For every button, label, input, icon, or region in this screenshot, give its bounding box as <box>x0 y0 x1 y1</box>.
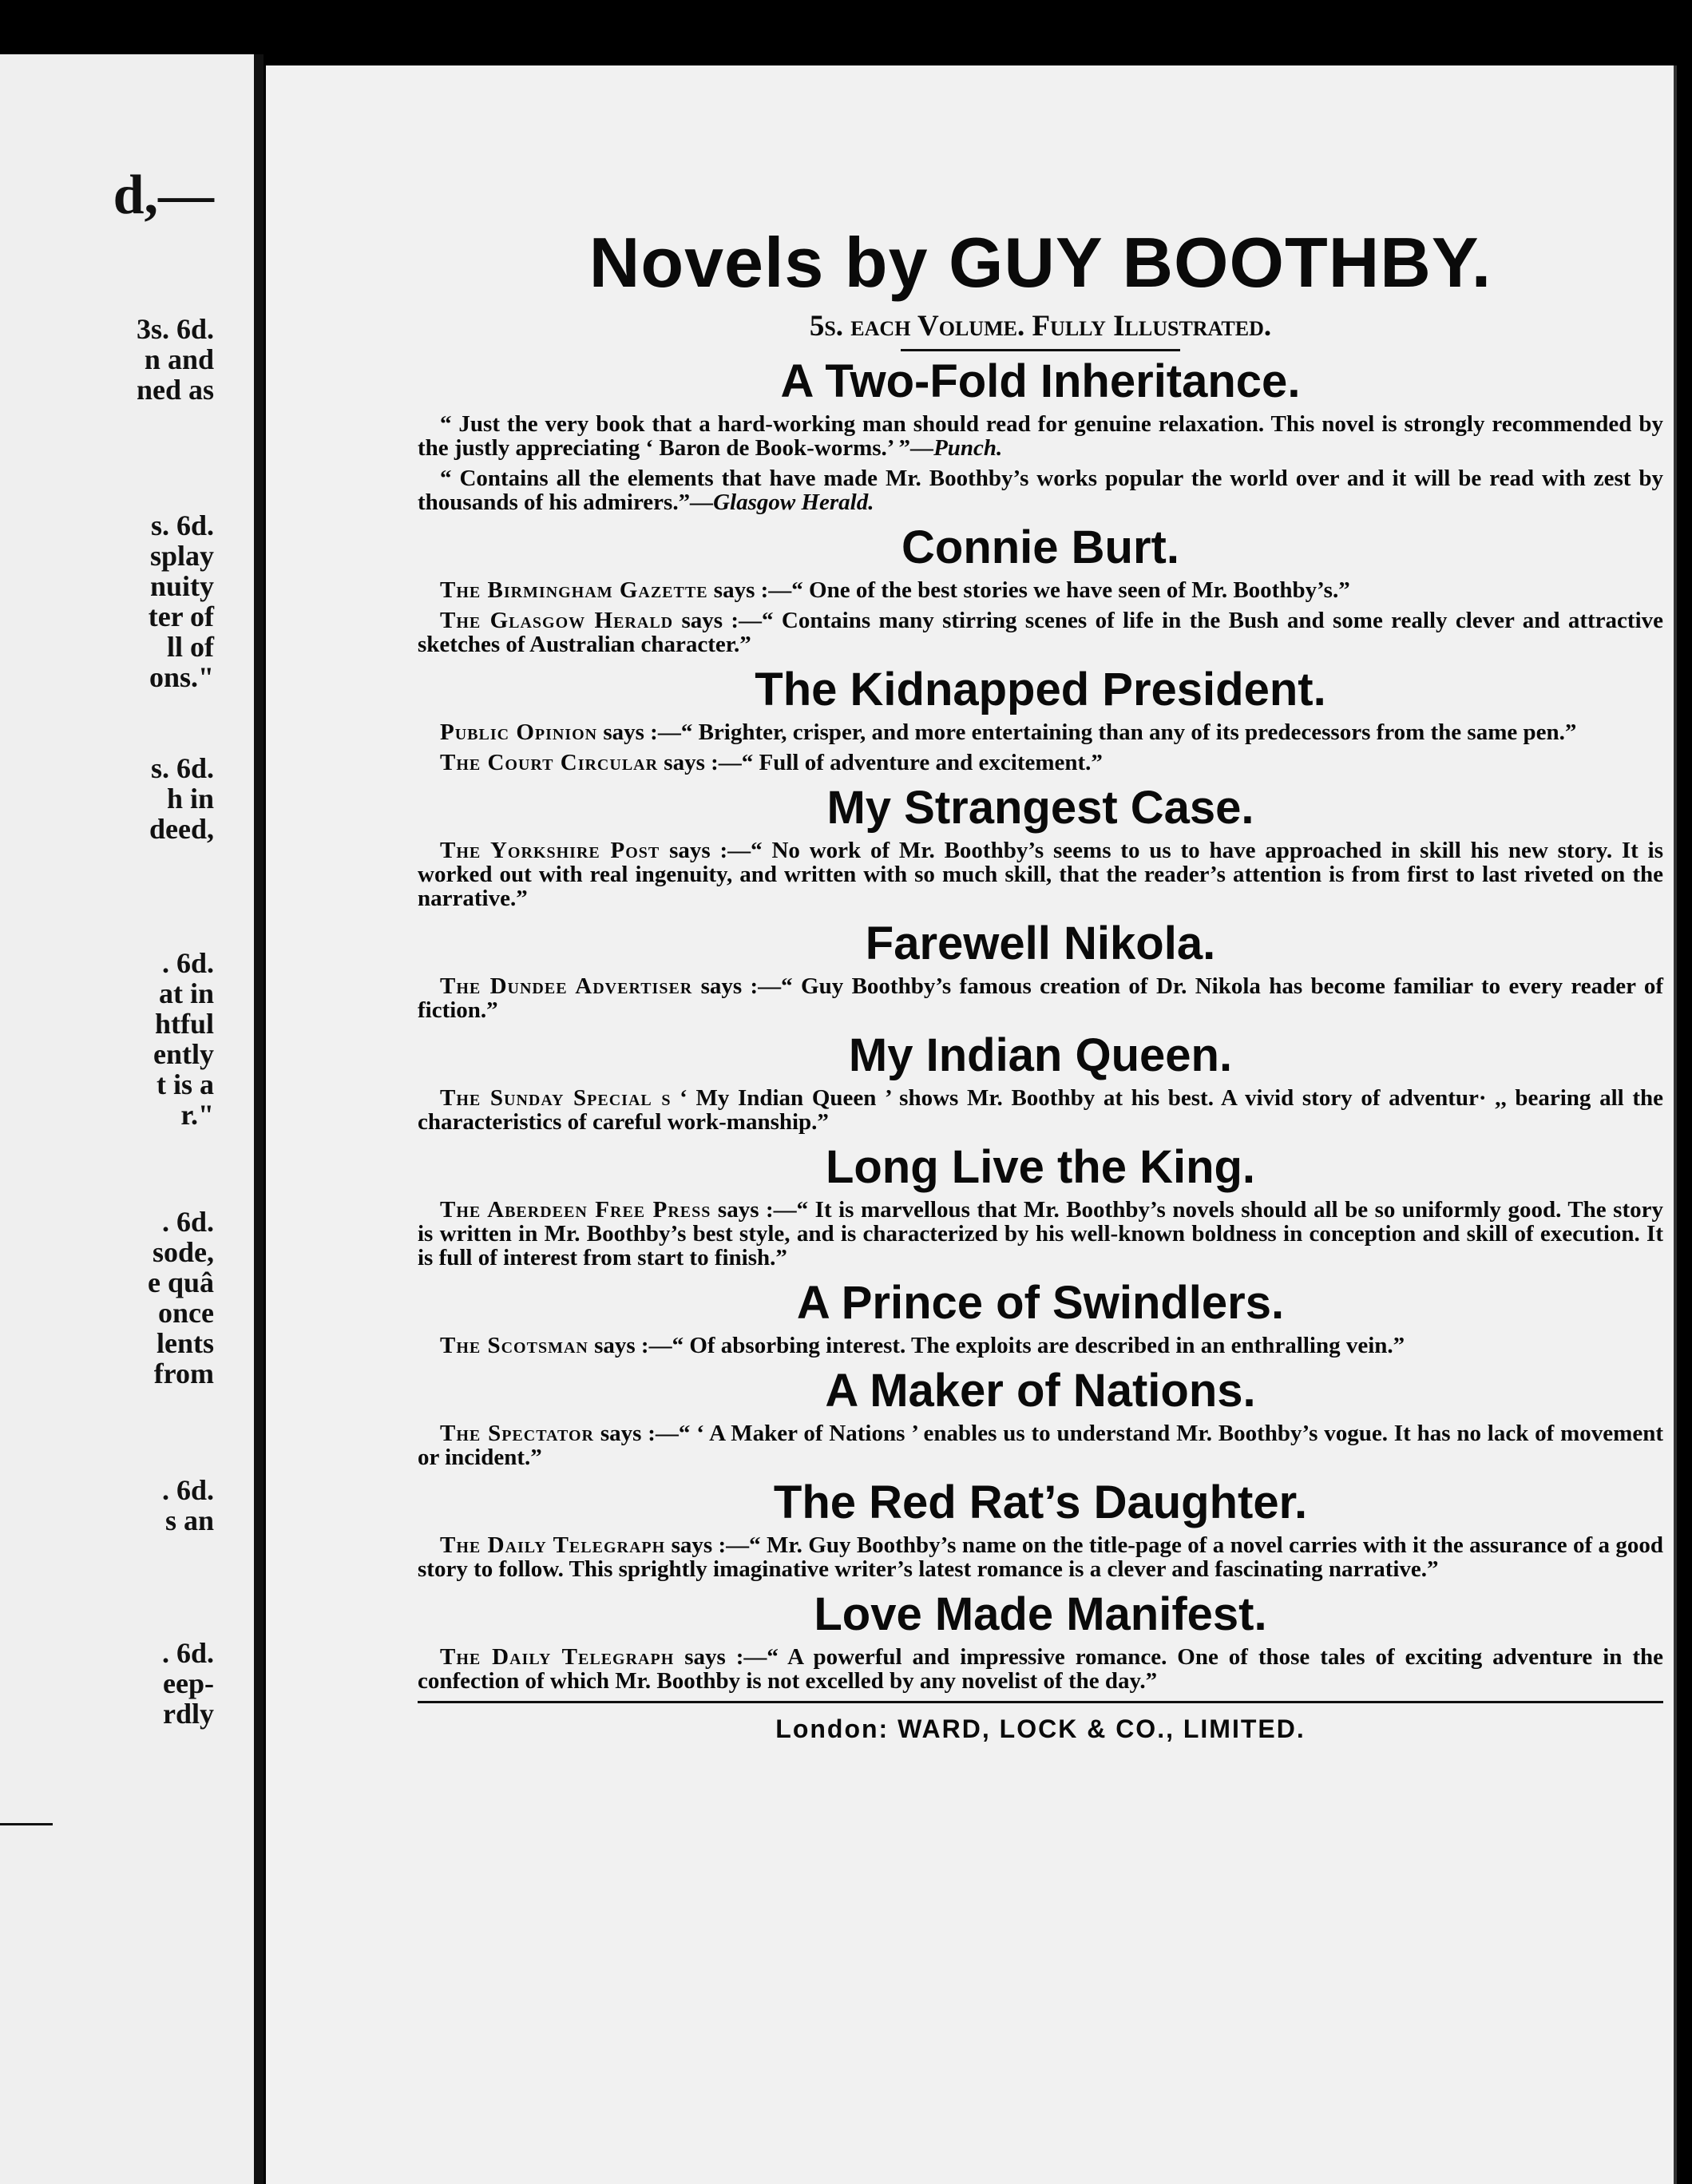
novel-entry <box>418 521 1663 656</box>
left-page <box>0 54 260 2184</box>
review-source: The Glasgow Herald <box>440 608 674 633</box>
review-quote <box>418 412 1663 460</box>
footer-rule <box>418 1701 1663 1703</box>
review-quote <box>418 1198 1663 1270</box>
novel-title: The Red Rat’s Daughter. <box>773 1476 1308 1528</box>
publisher-imprint: London: WARD, LOCK & CO., LIMITED. <box>775 1714 1306 1743</box>
novel-entry <box>418 1476 1663 1581</box>
left-page-fragment: eep- <box>163 1667 214 1699</box>
page-gutter <box>254 54 264 2184</box>
review-quote <box>418 1421 1663 1469</box>
review-quote <box>418 1334 1663 1358</box>
novel-title: A Two-Fold Inheritance. <box>780 355 1301 407</box>
novel-title: Farewell Nikola. <box>865 918 1216 969</box>
left-page-fragment: ently <box>153 1038 214 1070</box>
review-text: says :—“ One of the best stories we have seen of Mr. Boothby’s.” <box>707 577 1350 603</box>
review-text: says :—“ Contains many stirring scenes of life in the Bush and some really clever and attractive sketches of Australian character.” <box>418 608 1664 657</box>
review-quote <box>418 720 1663 744</box>
left-page-fragment: rdly <box>162 1698 214 1730</box>
left-page-fragment: e quâ <box>147 1266 214 1298</box>
novel-title: My Strangest Case. <box>826 782 1254 834</box>
review-source: The Yorkshire Post <box>440 838 660 863</box>
review-text: says :—“ No work of Mr. Boothby’s seems to us to have approached in skill his new story. It is worked out with real ingenuity, and written with so much skill, that the reader’s attention is from first to last riveted on the narrative.” <box>418 838 1663 911</box>
left-page-fragment: h in <box>166 783 214 815</box>
left-page-fragment: deed, <box>149 813 214 845</box>
review-text: says :—“ ‘ A Maker of Nations ’ enables us to understand Mr. Boothby’s vogue. It has no lack of movement or incident.” <box>418 1421 1663 1470</box>
review-quote <box>418 974 1663 1022</box>
title-rule <box>901 349 1180 351</box>
novel-list <box>418 355 1663 1693</box>
novel-title: My Indian Queen. <box>848 1029 1233 1081</box>
review-quote <box>418 838 1663 910</box>
left-page-fragment: r." <box>180 1099 214 1131</box>
novel-entry <box>418 917 1663 1022</box>
novel-entry <box>418 781 1663 910</box>
left-page-fragment: sode, <box>152 1236 214 1268</box>
review-quote <box>418 466 1663 514</box>
left-page-fragment: s. 6d. <box>150 509 214 541</box>
novel-title: A Maker of Nations. <box>825 1365 1256 1417</box>
review-source: The Sunday Special s <box>440 1085 672 1111</box>
page-subtitle: 5s. each Volume. Fully Illustrated. <box>809 310 1272 343</box>
left-page-fragment: . 6d. <box>161 947 214 979</box>
left-page-fragment: lents <box>157 1327 214 1359</box>
review-source: The Spectator <box>440 1421 594 1446</box>
left-page-fragment: n and <box>144 343 214 375</box>
left-page-fragment: d,— <box>113 164 214 226</box>
review-attribution: —Punch. <box>910 435 1003 461</box>
review-text: says :—“ Mr. Guy Boothby’s name on the title-page of a novel carries with it the assurance of a good story to follow. This sprightly imaginative writer’s latest romance is a clever and fascinating narrative.” <box>418 1532 1663 1582</box>
novel-entry <box>418 1587 1663 1693</box>
left-page-fragment: s an <box>164 1504 214 1536</box>
review-quote <box>418 751 1663 775</box>
left-page-rule <box>0 1823 53 1825</box>
review-quote <box>418 1533 1663 1581</box>
review-source: The Aberdeen Free Press <box>440 1197 711 1223</box>
novel-title: Love Made Manifest. <box>814 1588 1267 1640</box>
novel-title: The Kidnapped President. <box>755 664 1326 715</box>
main-page <box>266 65 1676 2184</box>
novel-entry <box>418 663 1663 775</box>
left-page-fragment: ll of <box>167 631 214 663</box>
novel-entry <box>418 1276 1663 1358</box>
left-page-fragment: 3s. 6d. <box>136 313 214 345</box>
review-text: says :—“ A powerful and impressive romance. One of those tales of exciting adventure in the confection of which Mr. Boothby is not excelled by any novelist of the day.” <box>418 1644 1663 1694</box>
review-source: The Dundee Advertiser <box>440 973 693 999</box>
left-page-fragment: htful <box>154 1008 214 1040</box>
novel-title: A Prince of Swindlers. <box>796 1277 1285 1329</box>
novel-entry <box>418 1364 1663 1469</box>
review-text: says :—“ Of absorbing interest. The exploits are described in an enthralling vein.” <box>588 1333 1405 1358</box>
review-attribution: —Glasgow Herald. <box>690 490 874 515</box>
left-page-fragment: at in <box>158 977 214 1009</box>
novel-entry <box>418 1029 1663 1134</box>
left-page-fragment: t is a <box>157 1068 214 1100</box>
advertisement <box>418 221 1663 1745</box>
review-text: says :—“ Brighter, crisper, and more entertaining than any of its predecessors from the same pen.” <box>597 719 1577 745</box>
review-source: Public Opinion <box>440 719 598 745</box>
page-edge <box>1674 65 1677 2184</box>
left-page-fragment: once <box>158 1297 214 1329</box>
left-page-fragment: ons." <box>149 661 214 693</box>
left-page-fragment: splay <box>149 540 214 572</box>
left-page-fragment: . 6d. <box>161 1474 214 1506</box>
novel-entry <box>418 355 1663 514</box>
left-page-fragment: nuity <box>149 570 214 602</box>
review-text: says :—“ Full of adventure and excitement.” <box>658 750 1103 775</box>
review-text: says :—“ Guy Boothby’s famous creation of Dr. Nikola has become familiar to every reader of fiction.” <box>418 973 1664 1023</box>
review-source: The Scotsman <box>440 1333 588 1358</box>
left-page-fragment: from <box>153 1358 214 1389</box>
review-quote <box>418 1645 1663 1693</box>
review-text: says :—“ It is marvellous that Mr. Boothby’s novels should all be so uniformly good. The story is written in Mr. Boothby’s best style, and is characterized by his well-known boldness in conception and skill of execution. It is full of interest from start to finish.” <box>418 1197 1663 1270</box>
novel-title: Long Live the King. <box>825 1141 1256 1193</box>
review-source: The Daily Telegraph <box>440 1644 675 1670</box>
novel-title: Connie Burt. <box>901 521 1179 573</box>
review-quote <box>418 1086 1663 1134</box>
left-page-fragment: ter of <box>148 601 214 632</box>
review-quote <box>418 578 1663 602</box>
left-page-fragment: s. 6d. <box>150 752 214 784</box>
page-title: Novels by GUY BOOTHBY. <box>588 223 1492 302</box>
novel-entry <box>418 1140 1663 1270</box>
review-text: ‘ My Indian Queen ’ shows Mr. Boothby at his best. A vivid story of adventur· ,, bearing all the characteristics of careful work-manship.” <box>418 1085 1663 1135</box>
review-quote <box>418 608 1663 656</box>
left-page-fragment: ned as <box>136 374 214 406</box>
left-page-fragment: . 6d. <box>161 1637 214 1669</box>
review-text: “ Contains all the elements that have made Mr. Boothby’s works popular the world over and it will be read with zest by thousands of his admirers.” <box>418 466 1663 515</box>
review-text: “ Just the very book that a hard-working man should read for genuine relaxation. This novel is strongly recommended by the justly appreciating ‘ Baron de Book-worms.’ ” <box>418 411 1663 461</box>
left-page-fragment: . 6d. <box>161 1206 214 1238</box>
review-source: The Birmingham Gazette <box>440 577 708 603</box>
review-source: The Daily Telegraph <box>440 1532 666 1558</box>
review-source: The Court Circular <box>440 750 659 775</box>
